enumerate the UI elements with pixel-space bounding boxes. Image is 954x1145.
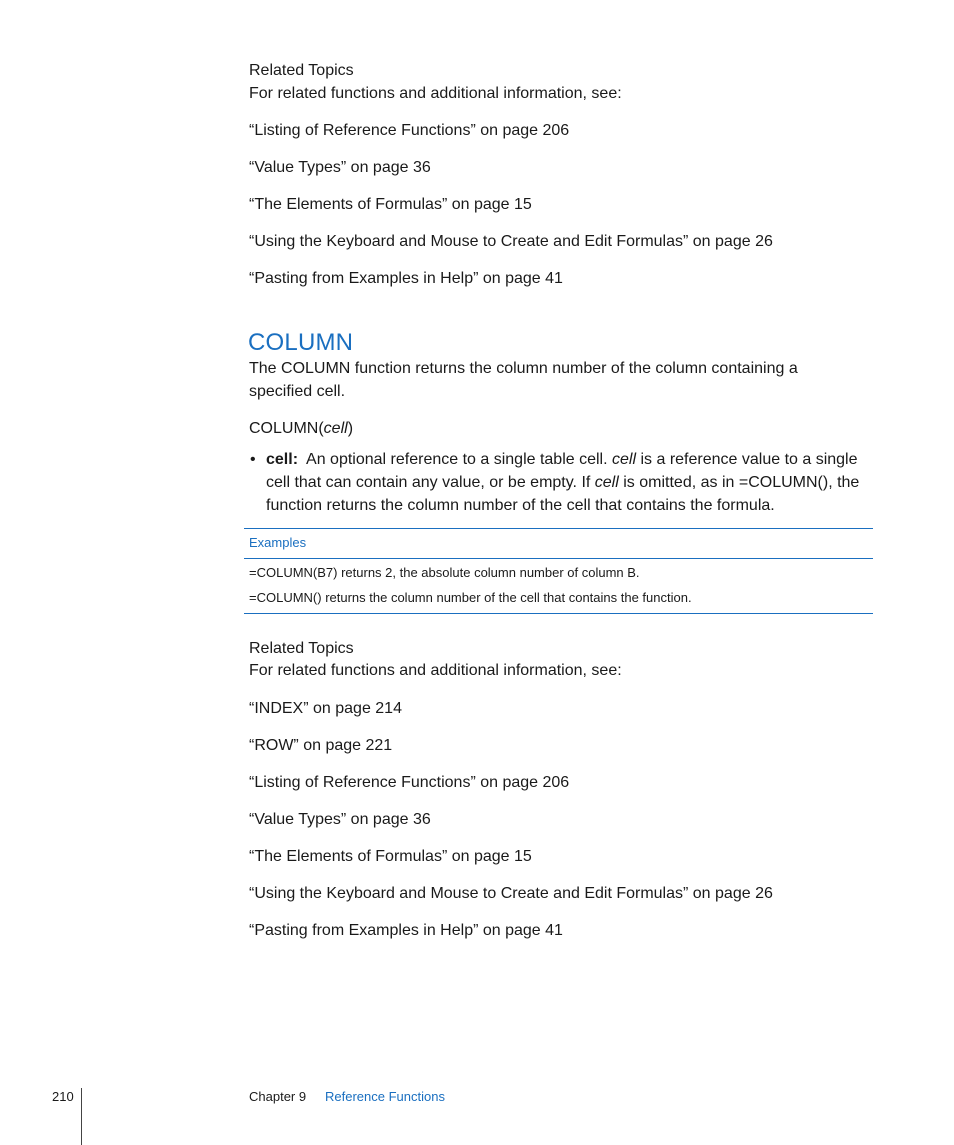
related-link[interactable]: “Listing of Reference Functions” on page 206 — [249, 122, 570, 139]
argument-text: is a reference value to a single — [640, 451, 858, 468]
syntax-function-name: COLUMN — [249, 420, 319, 437]
related-link[interactable]: “Value Types” on page 36 — [249, 159, 431, 176]
related-link[interactable]: “ROW” on page 221 — [249, 737, 393, 754]
examples-label: Examples — [249, 535, 307, 550]
related-link[interactable]: “Pasting from Examples in Help” on page 41 — [249, 922, 563, 939]
argument-name: cell: — [266, 451, 299, 468]
syntax-argument: cell — [323, 420, 348, 437]
related-link[interactable]: “INDEX” on page 214 — [249, 700, 402, 717]
argument-line: function returns the column number of the cell that contains the formula. — [266, 497, 775, 514]
related-link[interactable]: “Pasting from Examples in Help” on page 41 — [249, 270, 563, 287]
argument-text: cell that can contain any value, or be empty. If — [266, 474, 591, 491]
argument-text: An optional reference to a single table cell. — [306, 451, 608, 468]
examples-bottom-rule — [244, 613, 873, 614]
section-title: COLUMN — [248, 329, 354, 356]
related-link[interactable]: “Listing of Reference Functions” on page 206 — [249, 774, 570, 791]
related-topics-heading: Related Topics — [249, 640, 354, 657]
footer-divider — [81, 1088, 82, 1145]
description-line: specified cell. — [249, 383, 346, 400]
related-link[interactable]: “The Elements of Formulas” on page 15 — [249, 848, 532, 865]
related-topics-intro: For related functions and additional information, see: — [249, 85, 622, 102]
bullet-icon: • — [250, 451, 256, 468]
argument-italic: cell — [594, 474, 619, 491]
syntax: COLUMN(cell) — [249, 420, 354, 437]
example-row: =COLUMN() returns the column number of the cell that contains the function. — [249, 590, 692, 605]
related-topics-intro: For related functions and additional information, see: — [249, 662, 622, 679]
argument-text: is omitted, as in =COLUMN(), the — [623, 474, 860, 491]
related-link[interactable]: “The Elements of Formulas” on page 15 — [249, 196, 532, 213]
examples-header-rule — [244, 558, 873, 559]
example-row: =COLUMN(B7) returns 2, the absolute column number of column B. — [249, 565, 640, 580]
argument-line — [266, 471, 859, 494]
related-topics-heading: Related Topics — [249, 62, 354, 79]
related-link[interactable]: “Using the Keyboard and Mouse to Create and Edit Formulas” on page 26 — [249, 885, 773, 902]
footer-chapter: Chapter 9 — [249, 1089, 307, 1104]
description-line: The COLUMN function returns the column number of the column containing a — [249, 360, 798, 377]
related-link[interactable]: “Value Types” on page 36 — [249, 811, 431, 828]
footer-chapter-title[interactable]: Reference Functions — [325, 1089, 445, 1104]
page-number: 210 — [52, 1089, 74, 1104]
related-link[interactable]: “Using the Keyboard and Mouse to Create and Edit Formulas” on page 26 — [249, 233, 773, 250]
argument-line — [266, 448, 858, 471]
argument-italic: cell — [612, 451, 637, 468]
examples-top-rule — [244, 528, 873, 529]
